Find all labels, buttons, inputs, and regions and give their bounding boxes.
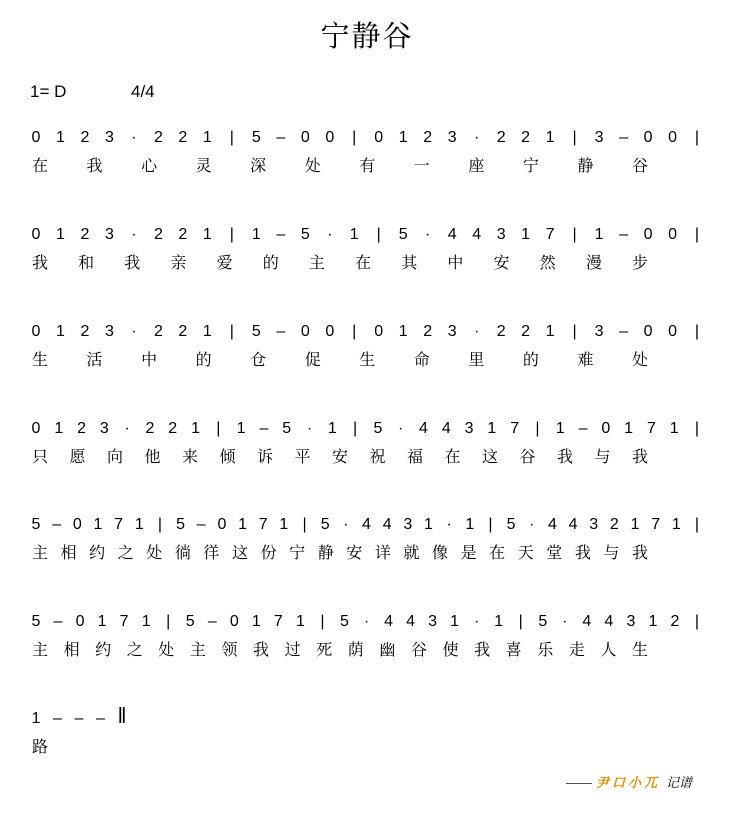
transcriber-name: 尹口小兀 — [596, 775, 661, 790]
score-note: 2 — [521, 129, 531, 146]
score-note: 4 — [382, 516, 392, 533]
lyric-char: 路 — [31, 737, 49, 756]
bar-line: | — [376, 226, 381, 243]
lyric-char: 安 — [493, 253, 510, 272]
score-note: 4 — [604, 613, 614, 630]
score-note: 1 — [31, 710, 41, 727]
lyric-char: 愿 — [69, 447, 86, 466]
bar-line: | — [216, 420, 221, 437]
score-note: 4 — [568, 516, 578, 533]
lyric-char: 我 — [631, 543, 649, 562]
score-note: 1 — [93, 516, 103, 533]
lyric-char: 喜 — [505, 640, 522, 659]
lyric-char: 主 — [308, 253, 325, 272]
bar-line: | — [694, 226, 700, 243]
lyric-char: 生 — [359, 350, 376, 369]
score-note: 0 — [643, 323, 653, 340]
score-note: 0 — [643, 129, 653, 146]
score-note: 5 — [251, 129, 261, 146]
lyric-char: 心 — [141, 156, 158, 175]
score-note: – — [74, 710, 84, 727]
score-note: – — [53, 710, 62, 727]
lyric-char: 倾 — [219, 447, 236, 466]
score-note: 1 — [202, 323, 212, 340]
lyric-char: 安 — [346, 543, 363, 562]
lyric-char: 仓 — [250, 350, 267, 369]
lyric-char: 祝 — [369, 447, 386, 466]
lyric-char: 我 — [253, 640, 270, 659]
score-note: 1 — [521, 226, 531, 243]
score-note: 7 — [258, 516, 268, 533]
lyric-char: 我 — [556, 447, 574, 466]
lyric-char: 谷 — [410, 640, 427, 659]
score-note: – — [207, 613, 217, 630]
lyric-char: 他 — [144, 447, 161, 466]
lyric-char: 就 — [403, 543, 420, 562]
lyric-char: 然 — [539, 253, 556, 272]
lyric-char: 有 — [359, 156, 376, 175]
score-note: 1 — [54, 420, 64, 437]
score-note: 3 — [104, 226, 114, 243]
bar-line: | — [572, 226, 577, 243]
lyric-char: 谷 — [519, 447, 536, 466]
lyric-char: 领 — [221, 640, 238, 659]
lyric-char: 我 — [86, 156, 103, 175]
score-note: 5 — [300, 226, 310, 243]
score-note: – — [619, 129, 629, 146]
score-note: 0 — [31, 323, 41, 340]
score-note: 4 — [441, 420, 451, 437]
score-note: 2 — [423, 129, 433, 146]
score-note: 5 — [340, 613, 349, 630]
lyric-char: 约 — [95, 640, 112, 659]
score-note: 1 — [624, 420, 634, 437]
lyric-char: 和 — [78, 253, 95, 272]
lyric-char: 中 — [141, 350, 158, 369]
score-note: 1 — [56, 323, 65, 340]
score-note: 7 — [545, 226, 555, 243]
lyric-char: 在 — [31, 156, 49, 175]
lyric-char: 份 — [260, 543, 277, 562]
score-note: 7 — [119, 613, 129, 630]
lyric-char: 与 — [603, 543, 620, 562]
score-note: 1 — [238, 516, 248, 533]
score-note: – — [53, 613, 63, 630]
lyric-char: 主 — [189, 640, 206, 659]
bar-line: | — [320, 613, 325, 630]
score-note: 3 — [626, 613, 636, 630]
score-note: 4 — [582, 613, 592, 630]
bar-line: | — [572, 129, 577, 146]
score-note: 1 — [487, 420, 497, 437]
score-note: – — [196, 516, 206, 533]
score-note: – — [276, 226, 286, 243]
lyric-char: 在 — [444, 447, 461, 466]
score-note: 2 — [178, 129, 188, 146]
score-note: 5 — [506, 516, 516, 533]
score-note: 0 — [374, 323, 384, 340]
lyric-char: 来 — [181, 447, 199, 466]
bar-line: | — [229, 129, 234, 146]
score-note: 0 — [229, 613, 239, 630]
score-note: · — [327, 226, 333, 243]
score-note: · — [363, 613, 370, 630]
lyric-char: 处 — [146, 543, 163, 562]
bar-line: | — [229, 226, 234, 243]
score-note: 5 — [320, 516, 330, 533]
score-note: · — [474, 613, 480, 630]
score-note: 1 — [494, 613, 504, 630]
lyric-char: 堂 — [546, 543, 563, 562]
score-note: 1 — [450, 613, 460, 630]
lyric-char: 幽 — [379, 640, 396, 659]
bar-line: | — [352, 129, 357, 146]
lyric-char: 安 — [331, 447, 349, 466]
score-note: – — [578, 420, 588, 437]
key-signature: 1= D — [30, 82, 67, 101]
score-note: 1 — [236, 420, 246, 437]
score-note: 1 — [327, 420, 337, 437]
credit-action: 记谱 — [666, 775, 693, 790]
lyric-char: 生 — [31, 350, 49, 369]
score-note: 1 — [97, 613, 107, 630]
score-note: 1 — [671, 516, 681, 533]
bar-line: | — [157, 516, 163, 533]
score-note: 1 — [594, 226, 604, 243]
score-note: 5 — [176, 516, 186, 533]
score-note: 1 — [555, 420, 565, 437]
score-note: 0 — [668, 226, 677, 243]
lyric-char: 爱 — [216, 253, 233, 272]
score-note: 3 — [99, 420, 109, 437]
score-note: · — [306, 420, 313, 437]
score-note: 1 — [545, 323, 555, 340]
score-note: 5 — [398, 226, 408, 243]
lyric-char: 向 — [106, 447, 124, 466]
lyric-char: 中 — [447, 253, 464, 272]
score-note: – — [276, 129, 286, 146]
score-note: 1 — [202, 129, 212, 146]
lyric-char: 其 — [401, 253, 418, 272]
lyric-char: 我 — [31, 253, 49, 272]
lyric-char: 命 — [413, 350, 430, 369]
lyric-char: 步 — [631, 253, 649, 272]
score-note: · — [529, 516, 535, 533]
score-note: 2 — [521, 323, 531, 340]
lyric-char: 走 — [568, 640, 585, 659]
lyric-char: 我 — [631, 447, 649, 466]
lyric-char: 这 — [231, 543, 249, 562]
bar-line: | — [488, 516, 493, 533]
score-note: 7 — [114, 516, 124, 533]
score-note: 0 — [72, 516, 82, 533]
lyric-char: 徉 — [203, 543, 220, 562]
score-note: 7 — [651, 516, 661, 533]
lyric-char: 一 — [413, 156, 430, 175]
lyric-char: 这 — [481, 447, 499, 466]
score-note: 1 — [134, 516, 144, 533]
score-note: · — [131, 226, 137, 243]
score-note: 0 — [217, 516, 227, 533]
score-note: 4 — [384, 613, 393, 630]
score-note: 0 — [325, 129, 335, 146]
score-note: 5 — [538, 613, 548, 630]
lyric-char: 的 — [522, 350, 539, 369]
score-note: 2 — [670, 613, 680, 630]
lyric-char: 是 — [460, 543, 477, 562]
lyric-char: 我 — [474, 640, 491, 659]
bar-line: | — [229, 323, 234, 340]
bar-line: | — [694, 323, 700, 340]
score-note: 1 — [56, 226, 65, 243]
score-note: 1 — [424, 516, 433, 533]
lyric-char: 里 — [468, 350, 485, 369]
lyric-char: 天 — [517, 543, 534, 562]
bar-line: | — [694, 613, 700, 630]
lyric-char: 相 — [63, 640, 80, 659]
score-note: 0 — [601, 420, 611, 437]
score-note: 0 — [31, 129, 41, 146]
score-note: 3 — [104, 323, 114, 340]
lyric-char: 相 — [60, 543, 77, 562]
score-note: 3 — [447, 129, 457, 146]
lyric-char: 处 — [631, 350, 649, 369]
score-note: 2 — [178, 226, 188, 243]
score-note: 2 — [153, 226, 163, 243]
score-note: 1 — [141, 613, 151, 630]
bar-line: | — [694, 516, 700, 533]
score-note: 4 — [447, 226, 457, 243]
lyric-char: 生 — [631, 640, 649, 659]
score-note: · — [131, 323, 137, 340]
score-note: 2 — [496, 323, 506, 340]
lyric-char: 宁 — [522, 156, 539, 175]
score-note: · — [343, 516, 349, 533]
time-signature: 4/4 — [131, 82, 155, 101]
score-note: 7 — [646, 420, 656, 437]
score-note: 1 — [465, 516, 475, 533]
score-note: – — [259, 420, 269, 437]
score-note: 1 — [251, 226, 261, 243]
lyric-char: 徜 — [174, 543, 191, 562]
score-note: 2 — [423, 323, 433, 340]
lyric-char: 宁 — [289, 543, 306, 562]
lyric-char: 深 — [250, 156, 267, 175]
lyric-char: 我 — [574, 543, 591, 562]
score-note: 1 — [202, 226, 212, 243]
score-note: 3 — [104, 129, 114, 146]
lyric-char: 静 — [577, 156, 594, 175]
score-note: 0 — [643, 226, 653, 243]
score-note: 0 — [300, 323, 310, 340]
lyric-char: 主 — [31, 640, 49, 659]
score-note: – — [619, 226, 629, 243]
score-note: · — [124, 420, 130, 437]
score-note: 0 — [75, 613, 85, 630]
bar-line: | — [352, 323, 357, 340]
score-note: · — [474, 323, 480, 340]
bar-line: | — [694, 129, 700, 146]
score-note: 2 — [153, 129, 163, 146]
score-note: 3 — [403, 516, 413, 533]
lyric-char: 福 — [406, 447, 424, 466]
transcriber-credit — [566, 772, 692, 791]
score-note: 1 — [295, 613, 305, 630]
score-note: 5 — [31, 516, 41, 533]
score-note: 2 — [178, 323, 188, 340]
lyric-char: 处 — [158, 640, 175, 659]
score-note: 0 — [300, 129, 310, 146]
score-note: 1 — [648, 613, 658, 630]
lyric-char: 难 — [577, 350, 594, 369]
score-note: – — [52, 516, 62, 533]
lyric-char: 详 — [374, 543, 391, 562]
lyric-char: 灵 — [195, 156, 212, 175]
score-note: 1 — [669, 420, 679, 437]
score-note: 7 — [273, 613, 283, 630]
bar-line: | — [353, 420, 358, 437]
score-note: 1 — [349, 226, 359, 243]
lyric-char: 之 — [117, 543, 134, 562]
score-note: · — [425, 226, 431, 243]
lyric-char: 我 — [124, 253, 141, 272]
bar-line: | — [535, 420, 540, 437]
score-note: 5 — [373, 420, 383, 437]
score-note: – — [276, 323, 286, 340]
score-note: 4 — [419, 420, 428, 437]
score-note: 1 — [630, 516, 640, 533]
score-note: 3 — [496, 226, 506, 243]
lyric-char: 处 — [304, 156, 321, 175]
lyric-char: 座 — [468, 156, 485, 175]
final-bar-line: ‖ — [117, 703, 127, 728]
score-note: · — [398, 420, 404, 437]
score-note: 3 — [594, 323, 604, 340]
lyric-char: 与 — [594, 447, 611, 466]
lyric-char: 之 — [126, 640, 143, 659]
score-note: 2 — [153, 323, 163, 340]
bar-line: | — [302, 516, 307, 533]
score-note: 4 — [406, 613, 416, 630]
score-note: 1 — [191, 420, 201, 437]
lyric-char: 漫 — [585, 253, 602, 272]
lyric-char: 促 — [304, 350, 321, 369]
bar-line: | — [166, 613, 171, 630]
score-note: · — [474, 129, 480, 146]
lyric-char: 使 — [442, 640, 459, 659]
score-note: · — [446, 516, 452, 533]
score-note: 2 — [80, 323, 90, 340]
lyric-char: 约 — [89, 543, 106, 562]
score-note: 3 — [447, 323, 457, 340]
bar-line: | — [694, 420, 700, 437]
score-note: 0 — [31, 420, 41, 437]
score-note: 0 — [668, 129, 677, 146]
score-note: 0 — [668, 323, 677, 340]
score-note: – — [619, 323, 629, 340]
lyric-char: 主 — [31, 543, 49, 562]
score-note: 1 — [279, 516, 289, 533]
score-note: 3 — [594, 129, 604, 146]
lyric-char: 亲 — [170, 253, 187, 272]
lyric-char: 只 — [31, 447, 49, 466]
lyric-char: 在 — [355, 253, 372, 272]
score-note: · — [131, 129, 137, 146]
score-note: 1 — [251, 613, 261, 630]
score-note: 4 — [547, 516, 557, 533]
score-note: 4 — [472, 226, 482, 243]
lyric-char: 死 — [316, 640, 333, 659]
lyric-char: 过 — [284, 640, 301, 659]
lyric-char: 的 — [195, 350, 212, 369]
lyric-char: 静 — [317, 543, 334, 562]
bar-line: | — [572, 323, 577, 340]
score-note: 0 — [374, 129, 384, 146]
lyric-char: 在 — [489, 543, 506, 562]
score-note: 5 — [251, 323, 261, 340]
score-note: 3 — [428, 613, 438, 630]
score-note: 2 — [77, 420, 87, 437]
score-note: 5 — [31, 613, 41, 630]
score-note: 2 — [168, 420, 178, 437]
lyric-char: 荫 — [347, 640, 364, 659]
score-note: 5 — [282, 420, 292, 437]
lyric-char: 平 — [294, 447, 311, 466]
score-note: 1 — [398, 129, 408, 146]
bar-line: | — [518, 613, 523, 630]
lyric-char: 诉 — [256, 447, 274, 466]
lyric-char: 的 — [262, 253, 279, 272]
score-note: 1 — [545, 129, 555, 146]
score-note: 1 — [398, 323, 408, 340]
score-note: · — [562, 613, 568, 630]
score-note: 0 — [325, 323, 335, 340]
score-note: 0 — [31, 226, 41, 243]
score-note: 5 — [185, 613, 195, 630]
lyric-char: 活 — [86, 350, 103, 369]
score-note: 2 — [496, 129, 506, 146]
score-note: 7 — [510, 420, 520, 437]
score-note: – — [96, 710, 105, 727]
lyric-char: 谷 — [631, 156, 649, 175]
score-note: 2 — [145, 420, 155, 437]
lyric-char: 乐 — [537, 640, 554, 659]
score-note: 3 — [589, 516, 599, 533]
score-note: 2 — [80, 129, 90, 146]
lyric-char: 像 — [431, 543, 449, 562]
score-note: 1 — [56, 129, 65, 146]
score-note: 2 — [80, 226, 90, 243]
song-title: 宁静谷 — [320, 19, 414, 53]
score-note: 2 — [609, 516, 619, 533]
score-note: 3 — [464, 420, 474, 437]
score-note: 4 — [362, 516, 371, 533]
lyric-char: 人 — [600, 640, 617, 659]
credit-dash: —— — [566, 775, 592, 790]
